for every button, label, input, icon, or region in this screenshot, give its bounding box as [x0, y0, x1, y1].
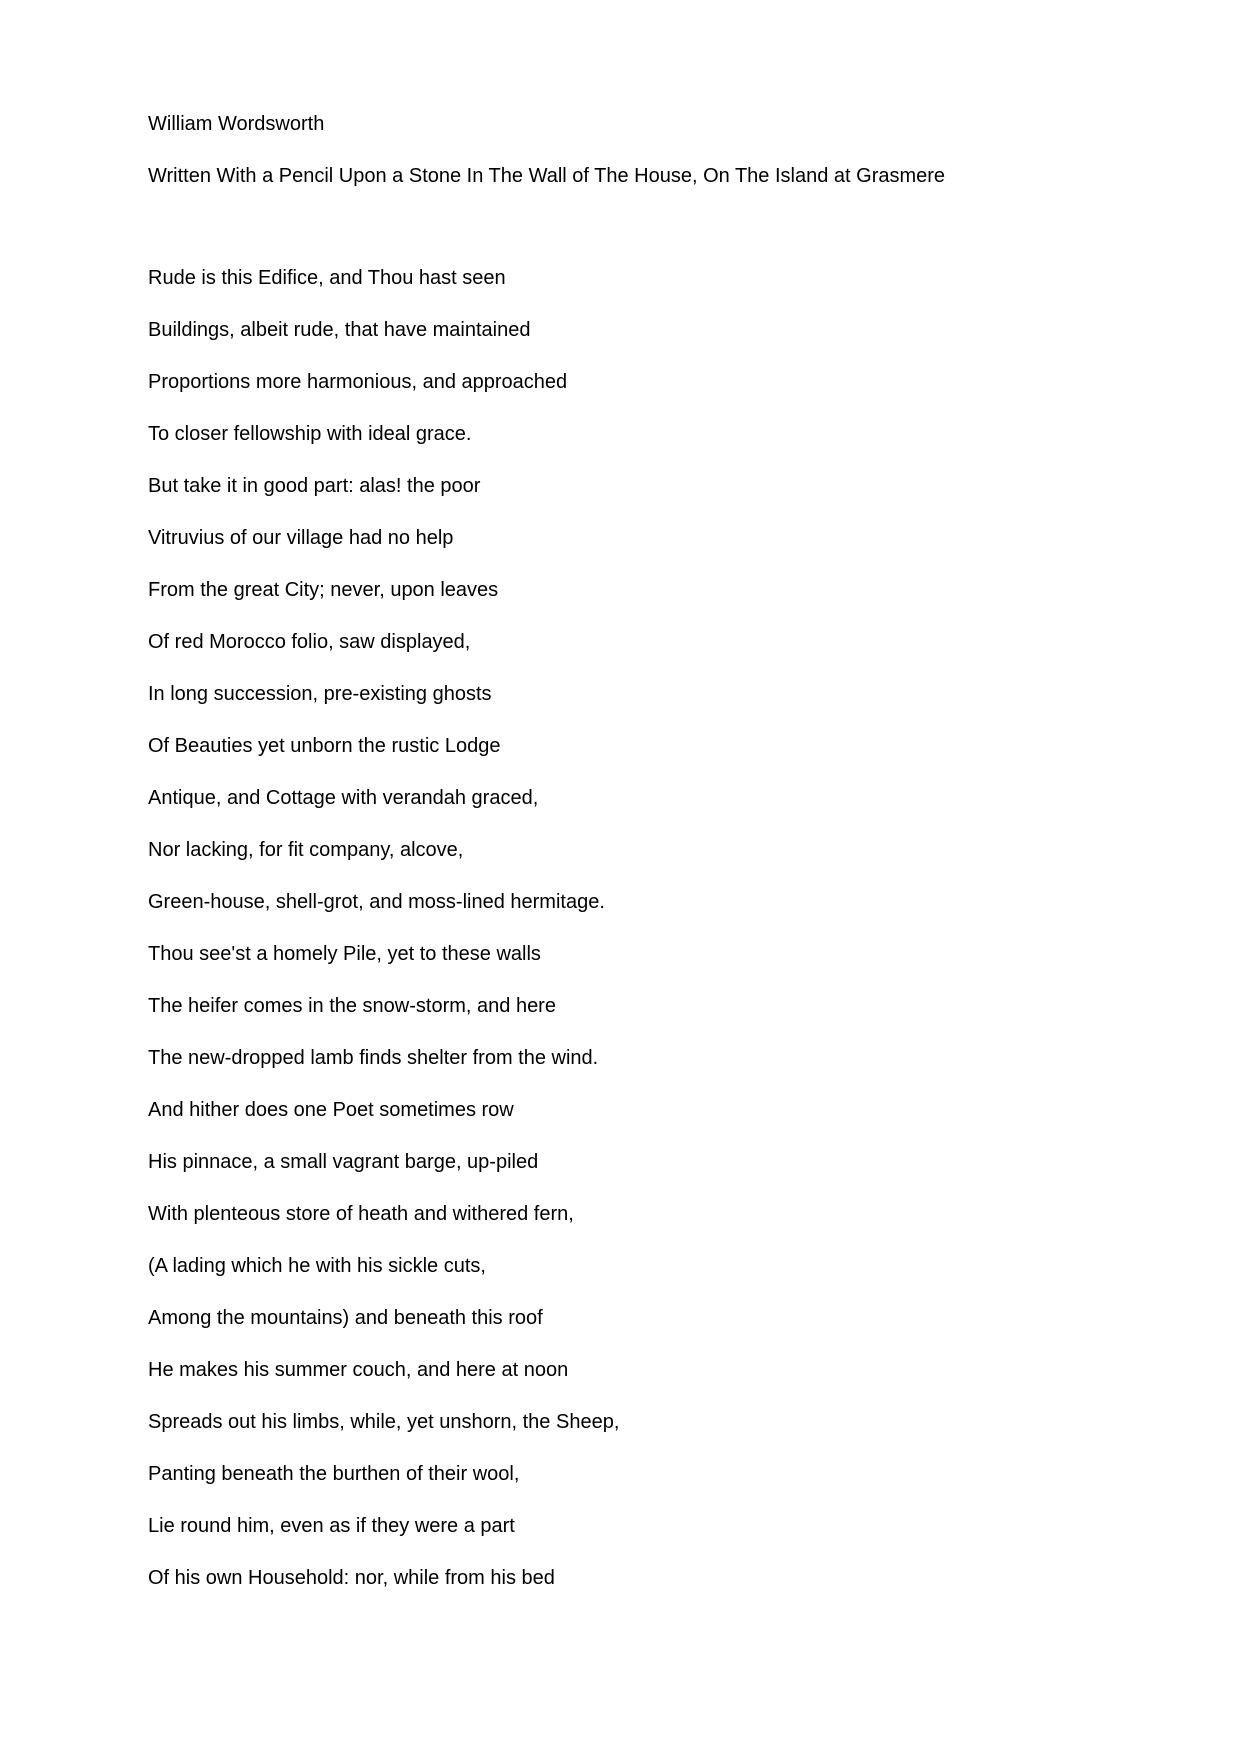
poem-line: Vitruvius of our village had no help — [148, 527, 454, 549]
poem-line: Proportions more harmonious, and approached — [148, 371, 568, 393]
poem-line: Of Beauties yet unborn the rustic Lodge — [148, 735, 501, 757]
poem-line: His pinnace, a small vagrant barge, up-piled — [148, 1151, 539, 1173]
poem-line: Buildings, albeit rude, that have maintained — [148, 319, 531, 341]
poem-line: Among the mountains) and beneath this roof — [148, 1307, 543, 1329]
poem-line: Lie round him, even as if they were a part — [148, 1515, 515, 1537]
poem-line: In long succession, pre-existing ghosts — [148, 683, 492, 705]
poem-line: Of his own Household: nor, while from his bed — [148, 1567, 555, 1589]
poem-line: To closer fellowship with ideal grace. — [148, 423, 472, 445]
poem-author: William Wordsworth — [148, 113, 325, 135]
poem-line: With plenteous store of heath and withered fern, — [148, 1203, 574, 1225]
poem-line: Antique, and Cottage with verandah graced, — [148, 787, 539, 809]
poem-line: Green-house, shell-grot, and moss-lined hermitage. — [148, 891, 605, 913]
poem-line: And hither does one Poet sometimes row — [148, 1099, 514, 1121]
poem-line: But take it in good part: alas! the poor — [148, 475, 481, 497]
poem-line: Panting beneath the burthen of their wool, — [148, 1463, 520, 1485]
poem-line: (A lading which he with his sickle cuts, — [148, 1255, 486, 1277]
poem-line: The heifer comes in the snow-storm, and here — [148, 995, 556, 1017]
poem-line: Of red Morocco folio, saw displayed, — [148, 631, 471, 653]
poem-line: From the great City; never, upon leaves — [148, 579, 499, 601]
poem-line: Nor lacking, for fit company, alcove, — [148, 839, 464, 861]
poem-line: Thou see'st a homely Pile, yet to these walls — [148, 943, 541, 965]
poem-title: Written With a Pencil Upon a Stone In The Wall of The House, On The Island at Grasmere — [148, 165, 946, 187]
poem-line: The new-dropped lamb finds shelter from the wind. — [148, 1047, 599, 1069]
poem-line: He makes his summer couch, and here at noon — [148, 1359, 569, 1381]
poem-line: Rude is this Edifice, and Thou hast seen — [148, 267, 506, 289]
poem-line: Spreads out his limbs, while, yet unshorn, the Sheep, — [148, 1411, 620, 1433]
